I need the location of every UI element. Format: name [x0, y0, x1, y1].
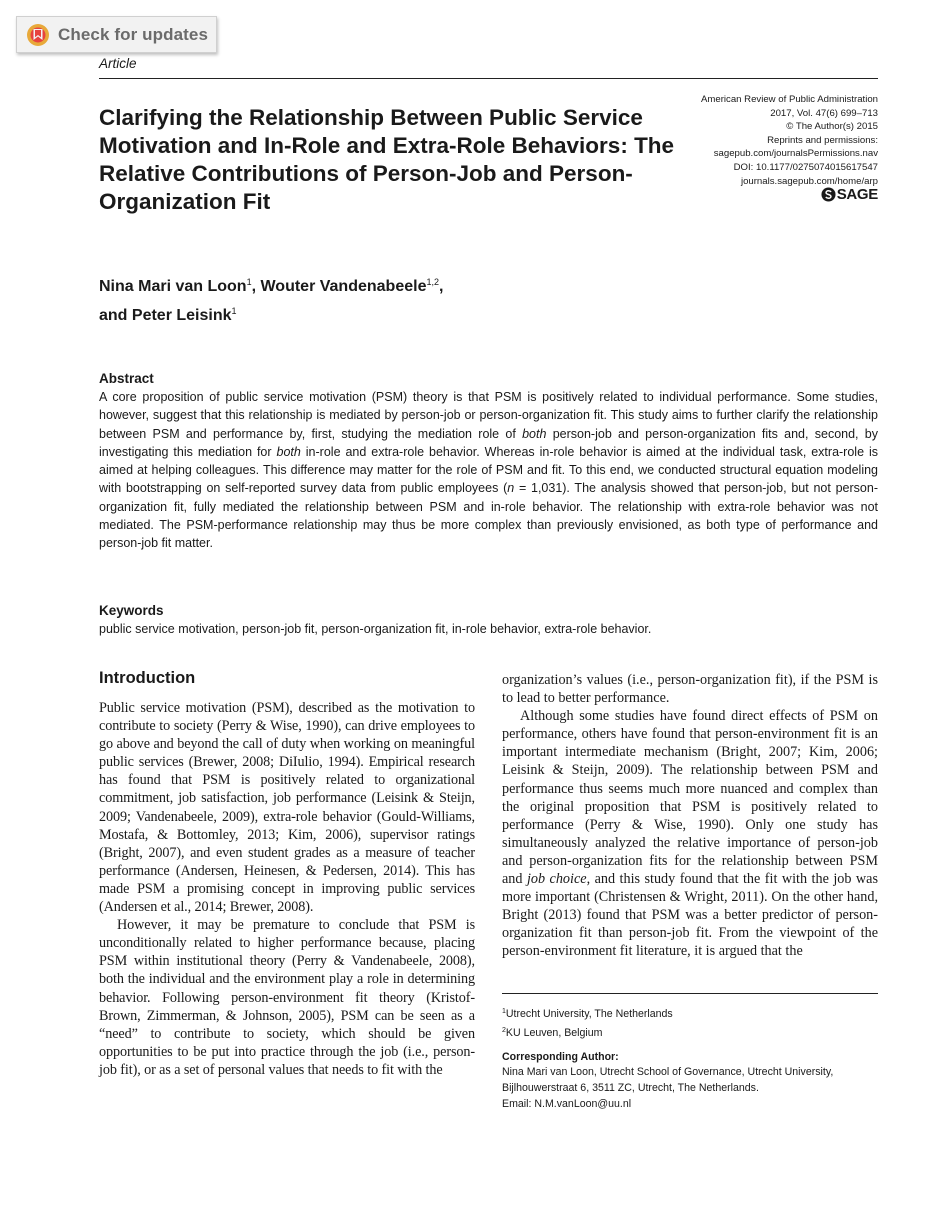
article-type-label: Article [99, 56, 137, 71]
body-paragraph: Although some studies have found direct effects of PSM on performance, others have found that person-environment fit is an important intermediate mechanism (Bright, 2007; Kim, 2006; Leisink & Steijn, 2009). The relationship between PSM and performance thus seems much more nuanced and complex than the original proposition that PSM is positively related to performance (Perry & Wise, 1990). Only one study has simultaneously analyzed the relative importance of person-job and person-organization fits for the relationship between PSM and job choice, and this study found that the fit with the job was more important (Christensen & Wright, 2011). On the other hand, Bright (2013) found that PSM was a better predictor of person-organization fit than person-job fit. From the viewpoint of the person-environment fit literature, it is argued that the [502, 708, 878, 960]
journal-homepage-link[interactable]: journals.sagepub.com/home/arp [740, 175, 878, 187]
introduction-heading: Introduction [99, 669, 196, 687]
author-conjunction: and [99, 307, 128, 324]
sage-logo [821, 186, 878, 203]
check-for-updates-label: Check for updates [58, 24, 209, 44]
author-name: Peter Leisink [131, 307, 232, 324]
left-column [99, 699, 475, 1079]
sage-logo-text: SAGE [836, 186, 878, 203]
right-column [502, 671, 878, 961]
paper-title: Clarifying the Relationship Between Public Service Motivation and In-Role and Extra-Role Behaviors: The Relative Contributions of Person-Job and Person-Organization Fit [99, 105, 675, 214]
journal-info [618, 93, 878, 188]
permissions-link[interactable]: sagepub.com/journalsPermissions.nav [713, 148, 878, 160]
reprints-label: Reprints and permissions: [767, 134, 878, 146]
abstract-text: A core proposition of public service motivation (PSM) theory is that PSM is positively related to individual performance. Some studies, however, suggest that this relationship is mediated by person-job or person-organization fit. This study aims to further clarify the relationship between PSM and performance by, first, studying the mediation role of both person-job and person-organization fits and, second, by investigating this mediation for both in-role and extra-role behavior. Whereas in-role behavior is aimed at the individual task, extra-role is aimed at helping colleagues. This difference may matter for the role of PSM and fit. To this end, we conducted structural equation modeling with bootstrapping on self-reported survey data from public employees (n = 1,031). The analysis showed that person-job, but not person-organization fit, fully mediated the relationship between PSM and in-role behavior. The relationship with extra-role behavior was not mediated. The PSM-performance relationship may thus be more complex than previously envisioned, as both type of performance and person-job fit matter. [99, 390, 879, 551]
keywords-heading: Keywords [99, 603, 164, 618]
body-paragraph: However, it may be premature to conclude that PSM is unconditionally related to higher performance because, placing PSM within institutional theory (Perry & Vandenabeele, 2008), both the individual and the environment play a role in determining behavior. Following person-environment fit theory (Kristof-Brown, Zimmerman, & Johnson, 2005), PSM can be seen as a “need” to contribute to society, which should be given opportunities to be put into practice through the job (i.e., person-job fit), or as a set of personal values that needs to fit with the [99, 917, 475, 1078]
body-paragraph: Public service motivation (PSM), described as the motivation to contribute to society (Perry & Wise, 1990), can drive employees to go above and beyond the call of duty when working on meaningful public services (Brewer, 2008; DiIulio, 1994). Empirical research has found that PSM is positively related to organizational commitment, job satisfaction, job performance (Leisink & Steijn, 2009; Vandenabeele, 2009), extra-role behavior (Gould-Williams, Mostafa, & Bottomley, 2013; Kim, 2006), supervisor ratings (Bright, 2007), and even student grades as a measure of teacher performance (Andersen, Heinesen, & Pedersen, 2014). This has made PSM a promising concept in improving public services (Andersen et al., 2014; Brewer, 2008). [99, 700, 475, 916]
corresponding-author-address: Nina Mari van Loon, Utrecht School of Governance, Utrecht University, Bijlhouwerstraat 6, 3511 ZC, Utrecht, The Netherlands. [502, 1066, 834, 1095]
affiliation-marker: 1,2 [426, 277, 439, 287]
check-updates-icon [26, 23, 50, 47]
corresponding-author-heading: Corresponding Author: [502, 1050, 619, 1063]
author-name: Wouter Vandenabeele [260, 278, 427, 295]
affiliation-note: $^2$KU Leuven, Belgium [502, 1026, 603, 1039]
copyright-line: © The Author(s) 2015 [786, 121, 878, 133]
keywords-text: public service motivation, person-job fit, person-organization fit, in-role behavior, extra-role behavior. [99, 622, 652, 636]
journal-volume: 2017, Vol. 47(6) 699–713 [770, 107, 878, 119]
corresponding-author-email[interactable]: Email: N.M.vanLoon@uu.nl [502, 1097, 632, 1110]
sage-logo-icon [821, 187, 836, 202]
doi-link[interactable]: DOI: 10.1177/0275074015617547 [733, 161, 878, 173]
abstract-heading: Abstract [99, 371, 154, 386]
footnote-divider [502, 993, 878, 994]
author-name: Nina Mari van Loon [99, 278, 247, 295]
body-paragraph: organization’s values (i.e., person-organization fit), if the PSM is to lead to better performance. [502, 672, 878, 707]
check-for-updates-button[interactable] [16, 16, 217, 53]
affiliation-marker: 1 [246, 277, 252, 287]
header-divider [99, 78, 878, 79]
affiliation-note: $^1$Utrecht University, The Netherlands [502, 1008, 673, 1020]
footnotes [502, 1004, 878, 1113]
affiliation-marker: 1 [231, 306, 237, 316]
journal-name: American Review of Public Administration [700, 94, 878, 105]
author-list: Nina Mari van Loon$^1$, Wouter Vandenabeele$^{1,2}$, and Peter Leisink$^1$ [99, 277, 444, 324]
